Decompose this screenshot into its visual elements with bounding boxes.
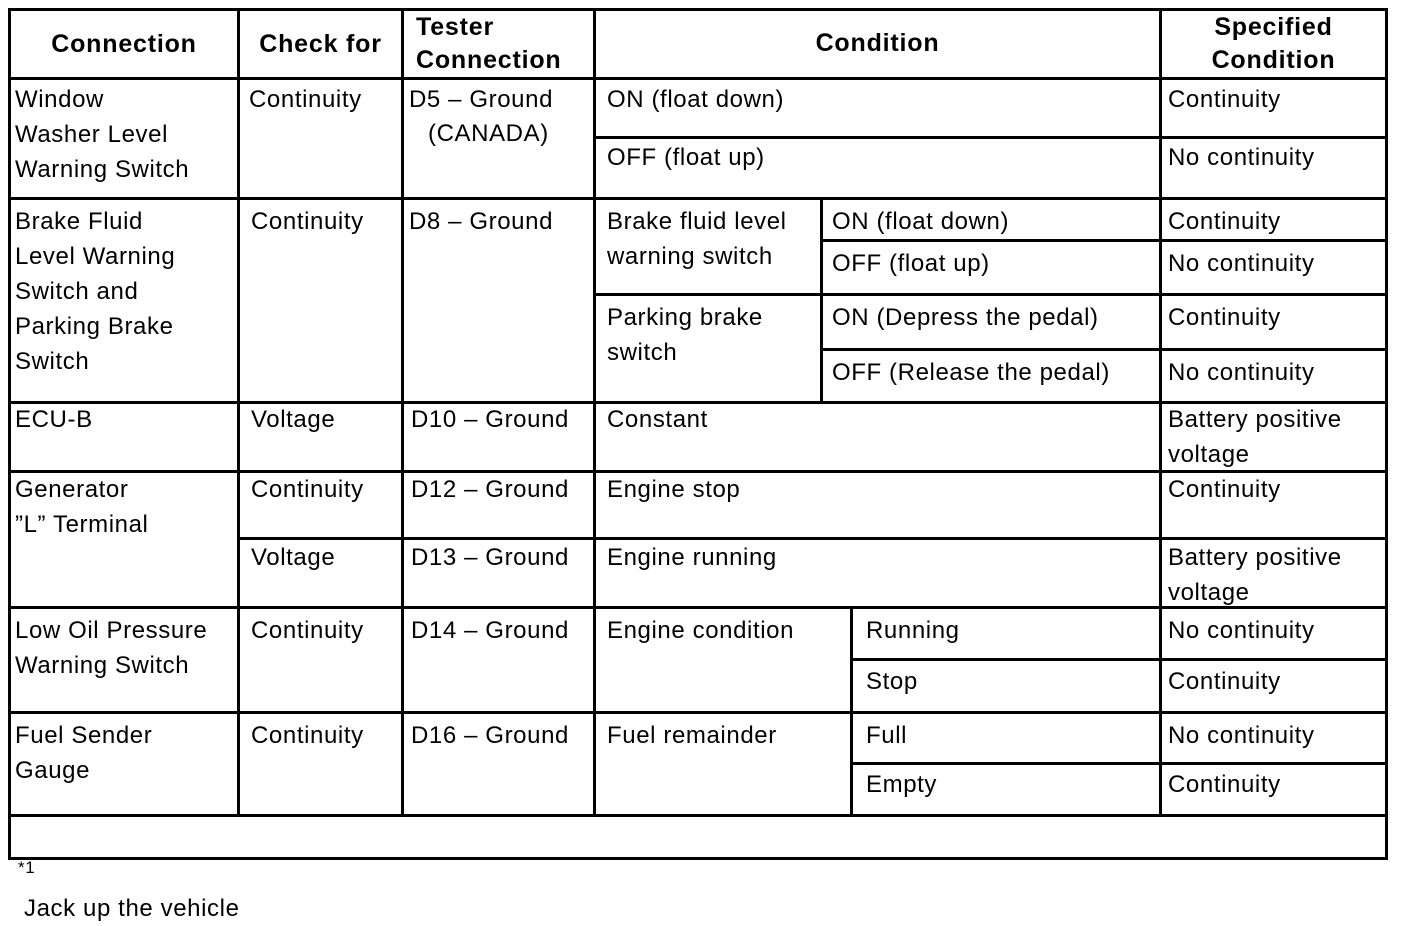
- ecu-check-for: Voltage: [251, 406, 336, 433]
- grid-line: [850, 658, 1388, 661]
- washer-condition-off: OFF (float up): [607, 144, 765, 171]
- ecu-tester: D10 – Ground: [411, 406, 569, 433]
- generator-tester-stop: D12 – Ground: [411, 476, 569, 503]
- brake-connection: Brake Fluid Level Warning Switch and Parking Brake Switch: [15, 208, 176, 375]
- washer-connection: Window Washer Level Warning Switch: [15, 86, 190, 183]
- grid-line: [8, 711, 1388, 714]
- grid-line: [237, 8, 240, 817]
- washer-tester: D5 – Ground: [409, 86, 554, 113]
- grid-line: [8, 814, 1388, 817]
- washer-check-for: Continuity: [249, 86, 362, 113]
- generator-connection: Generator ”L” Terminal: [15, 476, 149, 538]
- grid-line: [850, 606, 853, 817]
- grid-line: [593, 8, 596, 817]
- brake-condition-fluid-off: OFF (float up): [832, 250, 990, 277]
- header-condition: Condition: [815, 29, 940, 57]
- ecu-condition: Constant: [607, 406, 708, 433]
- fuel-state-empty: Empty: [866, 771, 938, 798]
- oil-specified-running: No continuity: [1168, 617, 1315, 644]
- generator-condition-running: Engine running: [607, 544, 777, 571]
- brake-condition-parking-off: OFF (Release the pedal): [832, 359, 1110, 386]
- generator-check-for-running: Voltage: [251, 544, 336, 571]
- brake-condition-fluid-on: ON (float down): [832, 208, 1010, 235]
- grid-line: [850, 762, 1388, 765]
- grid-line: [401, 8, 404, 817]
- generator-specified-stop: Continuity: [1168, 476, 1281, 503]
- oil-tester: D14 – Ground: [411, 617, 569, 644]
- fuel-specified-empty: Continuity: [1168, 771, 1281, 798]
- header-connection: Connection: [51, 30, 197, 58]
- brake-tester: D8 – Ground: [409, 208, 554, 235]
- grid-line: [820, 239, 1388, 242]
- grid-line: [8, 77, 1388, 80]
- grid-line: [820, 348, 1388, 351]
- brake-specified-parking-off: No continuity: [1168, 359, 1315, 386]
- brake-specified-fluid-off: No continuity: [1168, 250, 1315, 277]
- grid-line: [593, 136, 1388, 139]
- washer-specified-off: No continuity: [1168, 144, 1315, 171]
- generator-condition-stop: Engine stop: [607, 476, 741, 503]
- washer-condition-on: ON (float down): [607, 86, 785, 113]
- footnote: [18, 819, 240, 926]
- ecu-specified: Battery positive voltage: [1168, 406, 1342, 468]
- washer-specified-on: Continuity: [1168, 86, 1281, 113]
- washer-tester-note: (CANADA): [428, 120, 549, 147]
- grid-line: [1159, 8, 1162, 817]
- fuel-check-for: Continuity: [251, 722, 364, 749]
- header-specified-condition: Specified Condition: [1211, 13, 1336, 74]
- fuel-state-full: Full: [866, 722, 908, 749]
- grid-line: [593, 293, 1388, 296]
- oil-check-for: Continuity: [251, 617, 364, 644]
- grid-line: [8, 8, 11, 860]
- oil-state-running: Running: [866, 617, 960, 644]
- ecu-connection: ECU-B: [15, 406, 93, 433]
- fuel-condition: Fuel remainder: [607, 722, 777, 749]
- oil-specified-stop: Continuity: [1168, 668, 1281, 695]
- generator-tester-running: D13 – Ground: [411, 544, 569, 571]
- brake-fluid-switch: Brake fluid level warning switch: [607, 208, 787, 270]
- grid-line: [8, 197, 1388, 200]
- header-check-for: Check for: [259, 30, 382, 58]
- oil-connection: Low Oil Pressure Warning Switch: [15, 617, 208, 679]
- generator-check-for-stop: Continuity: [251, 476, 364, 503]
- footnote-mark: *1: [18, 858, 36, 877]
- brake-parking-switch: Parking brake switch: [607, 304, 763, 366]
- fuel-tester: D16 – Ground: [411, 722, 569, 749]
- oil-condition: Engine condition: [607, 617, 795, 644]
- brake-specified-fluid-on: Continuity: [1168, 208, 1281, 235]
- grid-line: [820, 197, 823, 404]
- fuel-specified-full: No continuity: [1168, 722, 1315, 749]
- brake-specified-parking-on: Continuity: [1168, 304, 1281, 331]
- brake-check-for: Continuity: [251, 208, 364, 235]
- fuel-connection: Fuel Sender Gauge: [15, 722, 153, 784]
- brake-condition-parking-on: ON (Depress the pedal): [832, 304, 1099, 331]
- header-tester-connection: Tester Connection: [416, 13, 562, 74]
- generator-specified-running: Battery positive voltage: [1168, 544, 1342, 606]
- footnote-text: Jack up the vehicle: [24, 895, 240, 922]
- grid-line: [1385, 8, 1388, 860]
- oil-state-stop: Stop: [866, 668, 918, 695]
